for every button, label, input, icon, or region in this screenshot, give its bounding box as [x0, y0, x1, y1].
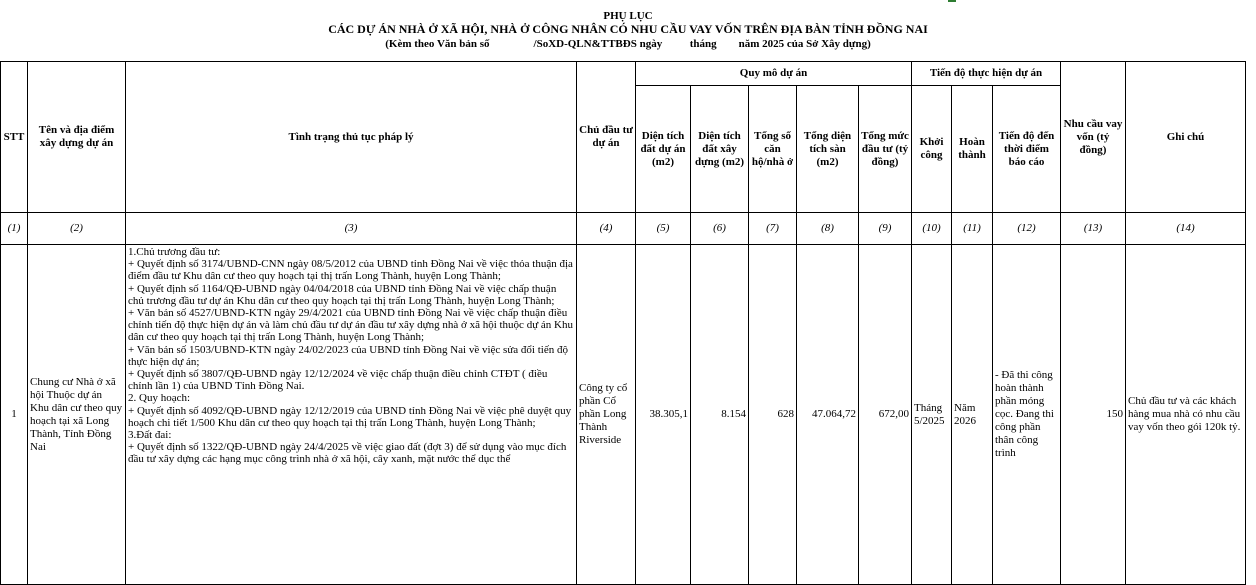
col-header-note: Ghi chú [1126, 62, 1246, 213]
col-header-name: Tên và địa điểm xây dựng dự án [28, 62, 126, 213]
col-header-units: Tổng số căn hộ/nhà ở [749, 86, 797, 213]
document-title: CÁC DỰ ÁN NHÀ Ở XÃ HỘI, NHÀ Ở CÔNG NHÂN CÓ NHU CẦU VAY VỐN TRÊN ĐỊA BÀN TỈNH ĐỒNG NAI [328, 22, 928, 36]
legal-line: + Văn bản số 1503/UBND-KTN ngày 24/02/2023 của UBND tỉnh Đồng Nai về việc sửa đổi tiến độ thực hiện dự án; [128, 343, 568, 368]
col-group-progress: Tiến độ thực hiện dự án [912, 62, 1061, 86]
legal-line: + Văn bản số 4527/UBND-KTN ngày 29/4/2021 của UBND tỉnh Đồng Nai về việc chấp thuận điều chỉnh tiến độ thực hiện dự án và làm chủ đầu tư dự án đầu tư xây dựng nhà ở xã hội thuộc dự án Khu dân cư theo quy hoạch tại thị trấn Long Thành, huyện Long Thành; [128, 307, 573, 344]
row-loan: 150 [1061, 245, 1126, 585]
row-status-now: - Đã thi công hoàn thành phần móng cọc. Đang thi công phần thân công trình [993, 245, 1061, 585]
col-header-total-invest: Tổng mức đầu tư (tỷ đồng) [859, 86, 912, 213]
col-header-legal: Tình trạng thủ tục pháp lý [126, 62, 577, 213]
row-land-area: 38.305,1 [636, 245, 691, 585]
col-header-stt: STT [1, 62, 28, 213]
header-row-1 [1, 62, 1246, 86]
legal-line: 1.Chủ trương đầu tư: [128, 246, 221, 258]
col-number: (12) [993, 213, 1061, 245]
col-number: (10) [912, 213, 952, 245]
col-header-build-area: Diện tích đất xây dựng (m2) [691, 86, 749, 213]
col-number: (2) [28, 213, 126, 245]
col-number: (11) [952, 213, 993, 245]
legal-line: + Quyết định số 1322/QĐ-UBND ngày 24/4/2025 về việc giao đất (đợt 3) để sử dụng vào mục đích đầu tư xây dựng các hạng mục công trình nhà ở xã hội, cây xanh, mặt nước thể dục thể [128, 441, 567, 466]
column-number-row [1, 213, 1246, 245]
col-number: (5) [636, 213, 691, 245]
col-number: (14) [1126, 213, 1246, 245]
legal-line: 2. Quy hoạch: [128, 392, 191, 405]
projects-table [0, 61, 1246, 585]
col-number: (4) [577, 213, 636, 245]
col-number: (8) [797, 213, 859, 245]
legal-line: + Quyết định số 4092/QĐ-UBND ngày 12/12/2019 của UBND tỉnh Đồng Nai về việc phê duyệt quy hoạch chi tiết 1/500 Khu dân cư theo quy hoạch tại thị trấn Long Thành, huyện Long Thành; [128, 404, 572, 429]
legal-line: + Quyết định số 3174/UBND-CNN ngày 08/5/2012 của UBND tỉnh Đồng Nai về việc thỏa thuận địa điểm đầu tư Khu dân cư theo quy hoạch tại thị trấn Long Thành, huyện Long Thành; [128, 258, 573, 283]
col-header-finish: Hoàn thành [952, 86, 993, 213]
top-accent-bar [948, 0, 956, 2]
col-number: (9) [859, 213, 912, 245]
col-header-status: Tiến độ đến thời điểm báo cáo [993, 86, 1061, 213]
legal-line: + Quyết định số 3807/QĐ-UBND ngày 12/12/2024 về việc chấp thuận điều chỉnh CTĐT ( điều chỉnh lần 1) của UBND Tỉnh Đồng Nai. [128, 368, 548, 393]
legal-line: 3.Đất đai: [128, 429, 172, 442]
row-total-invest: 672,00 [859, 245, 912, 585]
col-header-loan: Nhu cầu vay vốn (tỷ đồng) [1061, 62, 1126, 213]
table-row [1, 245, 1246, 585]
row-investor: Công ty cổ phần Cổ phần Long Thành Riverside [577, 245, 636, 585]
row-start: Tháng 5/2025 [912, 245, 952, 585]
col-header-start: Khởi công [912, 86, 952, 213]
col-number: (1) [1, 213, 28, 245]
row-build-area: 8.154 [691, 245, 749, 585]
col-number: (3) [126, 213, 577, 245]
row-project-name: Chung cư Nhà ở xã hội Thuộc dự án Khu dân cư theo quy hoạch tại xã Long Thành, Tỉnh Đồng Nai [28, 245, 126, 585]
row-legal-status [126, 245, 577, 585]
col-number: (6) [691, 213, 749, 245]
col-header-floor-area: Tổng diện tích sàn (m2) [797, 86, 859, 213]
row-stt: 1 [1, 245, 28, 585]
subtitle-text: (Kèm theo Văn bản số /SoXD-QLN&TTBĐS ngày tháng năm 2025 của Sở Xây dựng) [385, 38, 871, 50]
col-header-investor: Chủ đầu tư dự án [577, 62, 636, 213]
legal-line: + Quyết định số 1164/QĐ-UBND ngày 04/04/2018 của UBND tỉnh Đồng Nai về việc chấp thuận chủ trương đầu tư dự án Khu dân cư theo quy hoạch tại thị trấn Long Thành, huyện Long Thành; [128, 282, 557, 307]
col-group-scale: Quy mô dự án [636, 62, 912, 86]
col-header-land-area: Diện tích đất dự án (m2) [636, 86, 691, 213]
col-number: (13) [1061, 213, 1126, 245]
row-finish: Năm 2026 [952, 245, 993, 585]
row-floor-area: 47.064,72 [797, 245, 859, 585]
row-units: 628 [749, 245, 797, 585]
document-subtitle [0, 37, 1256, 51]
appendix-label: PHỤ LỤC [603, 10, 653, 22]
col-number: (7) [749, 213, 797, 245]
row-note: Chủ đầu tư và các khách hàng mua nhà có nhu cầu vay vốn theo gói 120k tỷ. [1126, 245, 1246, 585]
